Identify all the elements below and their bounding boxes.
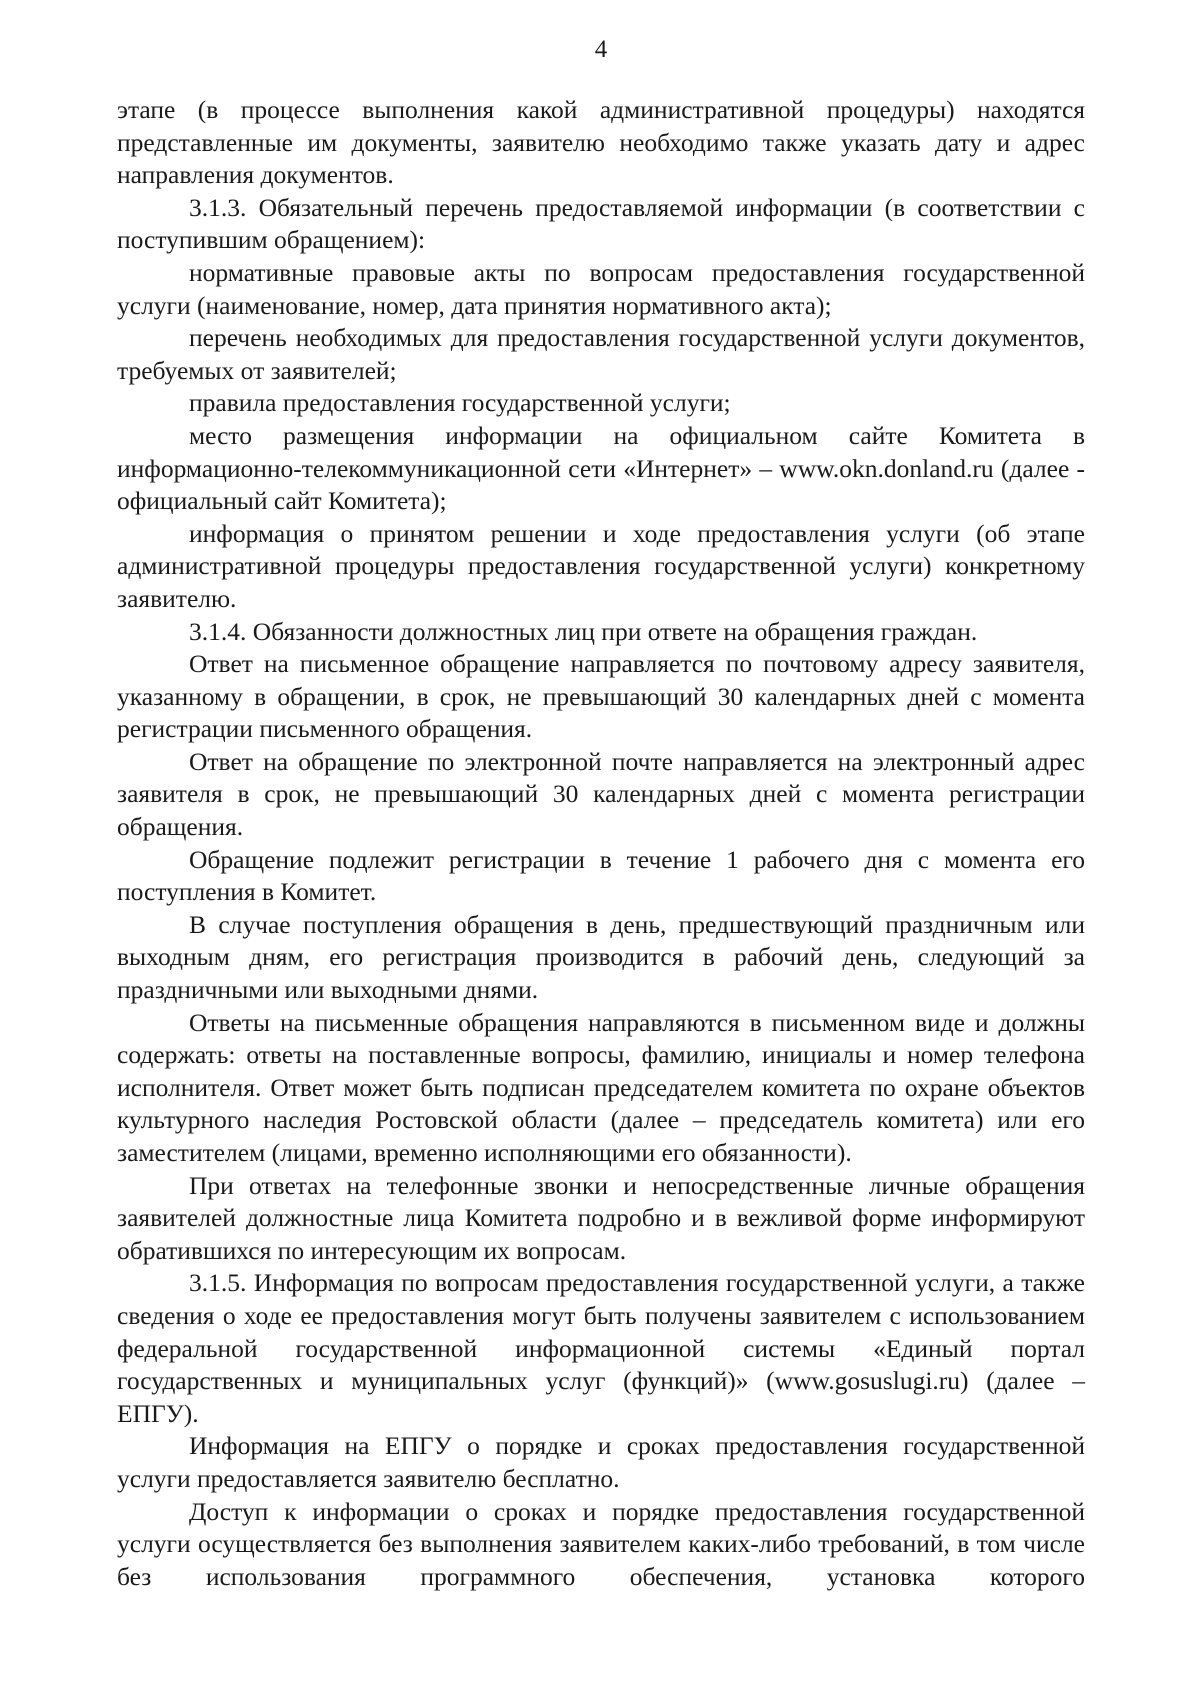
paragraph-3-1-3: 3.1.3. Обязательный перечень предоставляемой информации (в соответствии с поступившим обращением): bbox=[117, 192, 1085, 255]
paragraph: Информация на ЕПГУ о порядке и сроках предоставления государственной услуги предоставляется заявителю бесплатно. bbox=[117, 1431, 1085, 1493]
paragraph: Ответы на письменные обращения направляются в письменном виде и должны содержать: ответы на поставленные вопросы, фамилию, инициалы и номер телефона исполнителя. Ответ может быть подписан председателем комитета по охране объектов культурного наследия Ростовской области (далее – председатель комитета) или его заместителем (лицами, временно исполняющими его обязанности). bbox=[117, 1007, 1085, 1167]
paragraph-3-1-4: 3.1.4. Обязанности должностных лиц при ответе на обращения граждан. bbox=[189, 616, 978, 646]
page-number: 4 bbox=[594, 36, 608, 63]
paragraph: При ответах на телефонные звонки и непосредственные личные обращения заявителей должностные лица Комитета подробно и в вежливой форме информируют обратившихся по интересующим их вопросам. bbox=[117, 1170, 1085, 1265]
paragraph-list-item: информация о принятом решении и ходе предоставления услуги (об этапе административной процедуры предоставления государственной услуги) конкретному заявителю. bbox=[117, 518, 1085, 613]
paragraph: Ответ на письменное обращение направляется по почтовому адресу заявителя, указанному в обращении, в срок, не превышающий 30 календарных дней с момента регистрации письменного обращения. bbox=[117, 649, 1085, 744]
document-page bbox=[117, 0, 1085, 1698]
paragraph-3-1-5: 3.1.5. Информация по вопросам предоставления государственной услуги, а также сведения о ходе ее предоставления могут быть получены заявителем с использованием федеральной государственной информационной системы «Единый портал государственных и муниципальных услуг (функций)» (www.gosuslugi.ru) (далее – ЕПГУ). bbox=[117, 1268, 1085, 1428]
paragraph: Ответ на обращение по электронной почте направляется на электронный адрес заявителя в срок, не превышающий 30 календарных дней с момента регистрации обращения. bbox=[117, 746, 1085, 842]
paragraph-list-item: нормативные правовые акты по вопросам предоставления государственной услуги (наименование, номер, дата принятия нормативного акта); bbox=[117, 257, 1085, 320]
paragraph-list-item: место размещения информации на официальном сайте Комитета в информационно-телекоммуникационной сети «Интернет» – www.okn.donland.ru (далее - официальный сайт Комитета); bbox=[117, 420, 1085, 516]
document-body bbox=[117, 94, 1085, 1593]
paragraph: В случае поступления обращения в день, предшествующий праздничным или выходным дням, его регистрация производится в рабочий день, следующий за праздничными или выходными днями. bbox=[117, 909, 1085, 1005]
paragraph-list-item: правила предоставления государственной услуги; bbox=[189, 388, 731, 418]
paragraph-continuation: этапе (в процессе выполнения какой административной процедуры) находятся представленные им документы, заявителю необходимо также указать дату и адрес направления документов. bbox=[117, 95, 1085, 190]
paragraph: Обращение подлежит регистрации в течение 1 рабочего дня с момента его поступления в Комитет. bbox=[117, 844, 1085, 907]
paragraph-continues-next-page: Доступ к информации о сроках и порядке предоставления государственной услуги осуществляется без выполнения заявителем каких-либо требований, в том числе без использования программного обеспечения, установка которого bbox=[117, 1496, 1085, 1591]
paragraph-list-item: перечень необходимых для предоставления государственной услуги документов, требуемых от заявителей; bbox=[117, 323, 1085, 385]
